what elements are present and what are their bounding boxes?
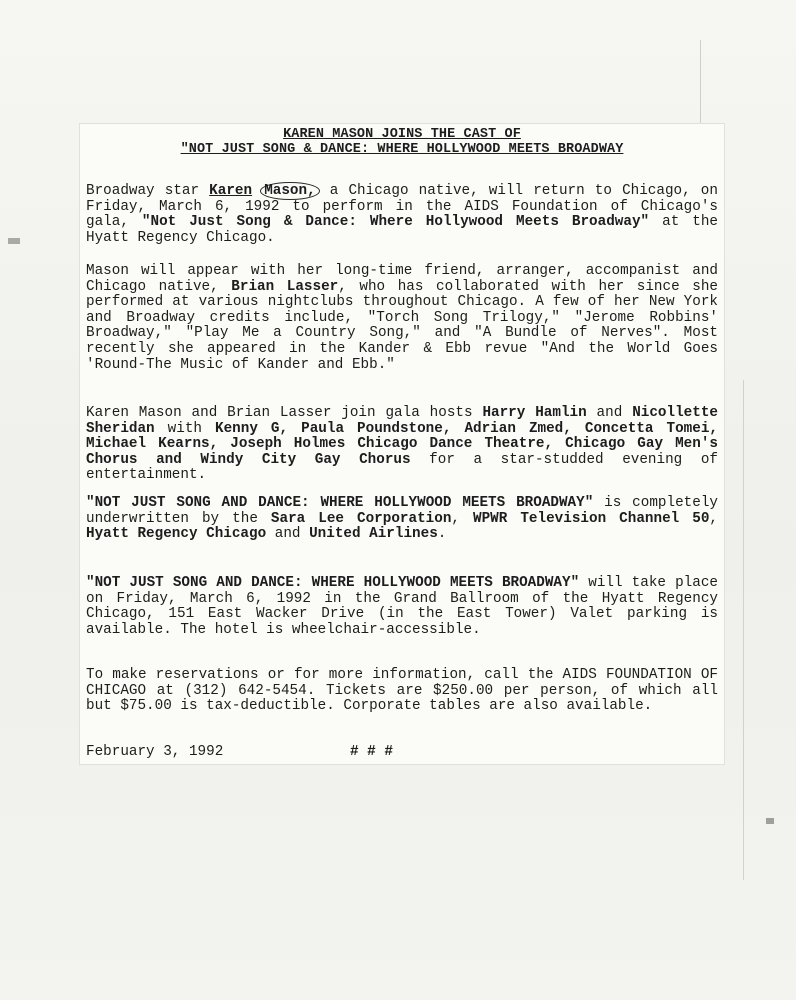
name-brian-lasser: Brian Lasser [231, 278, 339, 295]
paragraph-text: , who has collaborated with her since she performed at various nightclubs throughout Chicago. A few of her New York and Broadway credits include, "Torch Song Trilogy," "Jerome Robbins' Broadway," "Play Me a Country Song," and "A Bundle of Nerves". Most recently she appeared in the Kander & Ebb revue "And the World Goes 'Round-The Music of Kander and Ebb." [86, 278, 718, 373]
paragraph-text: will take place on Friday, March 6, 1992 in the Grand Ballroom of the Hyatt Regency Chicago, 151 East Wacker Drive (in the East Tower) Valet parking is available. The hotel is wheelchair-accessible. [86, 575, 718, 638]
sponsor-name: Sara Lee Corporation [270, 510, 452, 527]
paragraph-intro [86, 184, 718, 246]
paragraph-text: with [154, 420, 216, 437]
name-karen: Karen [209, 183, 253, 199]
event-name: "NOT JUST SONG AND DANCE: WHERE HOLLYWOOD MEETS BROADWAY" [86, 575, 580, 591]
release-date: February 3, 1992 [86, 744, 224, 760]
event-name: "NOT JUST SONG AND DANCE: WHERE HOLLYWOOD MEETS BROADWAY" [86, 495, 594, 511]
paragraph-text: , [709, 510, 719, 527]
paragraph-text: and [586, 405, 633, 421]
press-release-clipping [80, 124, 724, 764]
tape-mark [766, 818, 774, 824]
paragraph-text: a Chicago native, will return to Chicago, on Friday, March 6, 1992 to perform in the AIDS Foundation of Chicago's gala, [86, 183, 718, 231]
paper-edge-line [743, 380, 744, 880]
paragraph-sponsors [86, 496, 718, 543]
paragraph-text: , [451, 510, 474, 527]
guest-list: Kenny G, Paula Poundstone, Adrian Zmed, Concetta Tomei, Michael Kearns, Joseph Holmes Chicago Dance Theatre, Chicago Gay Men's Chorus and Windy City Gay Chorus [86, 420, 719, 468]
sponsor-name: Hyatt Regency Chicago [86, 526, 267, 543]
headline-line-1: KAREN MASON JOINS THE CAST OF [283, 127, 521, 142]
headline-line-2: "NOT JUST SONG & DANCE: WHERE HOLLYWOOD MEETS BROADWAY [180, 142, 624, 157]
host-name: Harry Hamlin [482, 405, 587, 421]
paragraph-text: for a star-studded evening of entertainment. [86, 451, 718, 484]
name-mason-circled: Mason, [260, 182, 319, 200]
paragraph-text: Mason will appear with her long-time friend, arranger, accompanist and Chicago native, [86, 263, 718, 295]
paragraph-text: at the Hyatt Regency Chicago. [86, 214, 719, 246]
paragraph-venue [86, 576, 718, 638]
sponsor-name: WPWR Television Channel 50 [473, 510, 710, 527]
paragraph-text: . [437, 526, 447, 543]
sponsor-name: United Airlines [309, 526, 438, 543]
paragraph-text: Karen Mason and Brian Lasser join gala hosts [86, 405, 483, 421]
paragraph-credits [86, 264, 718, 373]
host-name: Nicollette Sheridan [86, 405, 718, 437]
paragraph-text: is completely underwritten by the [86, 495, 718, 527]
paragraph-hosts [86, 406, 718, 484]
paragraph-text: Broadway star [86, 183, 210, 199]
paragraph-reservations: To make reservations or for more information, call the AIDS FOUNDATION OF CHICAGO at (312) 642-5454. Tickets are $250.00 per person, of which all but $75.00 is tax-deductible. Corporate tables are also available. [86, 667, 718, 715]
end-mark: # # # [350, 744, 393, 760]
gala-title: "Not Just Song & Dance: Where Hollywood Meets Broadway" [141, 214, 650, 231]
paragraph-text: and [266, 526, 310, 543]
tape-mark [8, 238, 20, 244]
